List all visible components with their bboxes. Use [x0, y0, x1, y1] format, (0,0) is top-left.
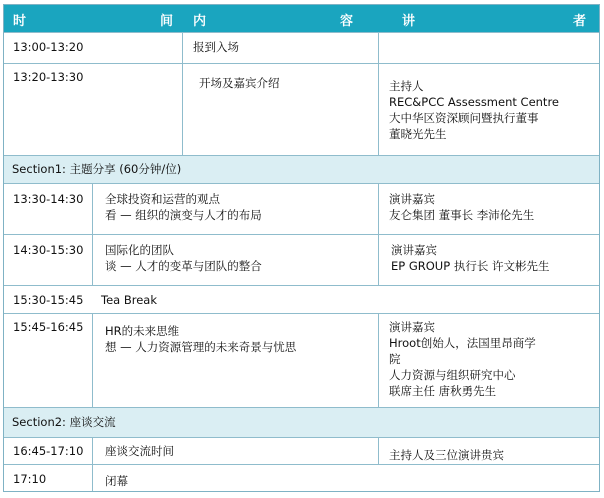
speaker-cell	[389, 191, 534, 223]
speaker-line: 董晓光先生	[389, 127, 447, 141]
time-cell: 13:20-13:30	[13, 70, 84, 84]
content-line: 全球投资和运营的观点	[105, 192, 220, 206]
speaker-cell	[389, 78, 559, 142]
time-cell: 14:30-15:30	[13, 243, 84, 257]
speaker-line: 院	[389, 352, 401, 366]
speaker-cell	[391, 242, 549, 274]
content-cell: 开场及嘉宾介绍	[199, 76, 280, 90]
speaker-line: 主持人	[389, 79, 424, 93]
time-cell: 13:00-13:20	[13, 40, 84, 54]
content-line: 想 — 人力资源管理的未来奇景与忧思	[105, 340, 297, 354]
speaker-cell	[389, 319, 536, 399]
content-cell: Tea Break	[101, 293, 157, 307]
content-cell	[105, 191, 262, 223]
header-time-char-1: 时	[13, 14, 27, 29]
content-cell: 座谈交流时间	[105, 444, 174, 458]
speaker-line: EP GROUP 执行长 许文彬先生	[391, 259, 550, 273]
speaker-line: 演讲嘉宾	[389, 192, 435, 206]
speaker-line: 联席主任 唐秋勇先生	[389, 384, 497, 398]
speaker-line: REC&PCC Assessment Centre	[389, 95, 559, 109]
content-line: HR的未来思维	[105, 324, 180, 338]
agenda-table	[3, 4, 600, 492]
time-cell: 17:10	[13, 472, 47, 486]
header-content-char-2: 容	[340, 14, 354, 29]
content-line: 谈 — 人才的变革与团队的整合	[105, 259, 262, 273]
time-cell: 15:30-15:45	[13, 293, 84, 307]
section-title-1: Section1: 主题分享 (60分钟/位)	[12, 162, 182, 176]
header-content-char-1: 内	[193, 14, 207, 29]
section-band-2	[4, 407, 599, 437]
header-speaker-char-2: 者	[573, 14, 587, 29]
header-speaker-char-1: 讲	[402, 14, 416, 29]
speaker-line: 大中华区资深顾问暨执行董事	[389, 111, 539, 125]
content-cell	[105, 242, 262, 274]
section-title-2: Section2: 座谈交流	[12, 415, 116, 429]
speaker-line: 演讲嘉宾	[389, 320, 435, 334]
time-cell: 15:45-16:45	[13, 320, 84, 334]
time-cell: 16:45-17:10	[13, 444, 84, 458]
speaker-line: 人力资源与组织研究中心	[389, 368, 516, 382]
time-cell: 13:30-14:30	[13, 192, 84, 206]
content-cell	[105, 323, 296, 355]
content-line: 国际化的团队	[105, 243, 174, 257]
content-cell: 报到入场	[193, 40, 239, 54]
table-header	[4, 5, 599, 32]
section-band-1	[4, 155, 599, 183]
speaker-cell: 主持人及三位演讲贵宾	[389, 448, 504, 462]
speaker-line: 友仑集团 董事长 李沛伦先生	[389, 208, 535, 222]
content-line: 看 — 组织的演变与人才的布局	[105, 208, 262, 222]
speaker-line: 演讲嘉宾	[391, 243, 437, 257]
header-time-char-2: 间	[160, 14, 174, 29]
content-cell: 闭幕	[105, 474, 128, 488]
speaker-line: Hroot创始人，法国里昂商学	[389, 336, 536, 350]
